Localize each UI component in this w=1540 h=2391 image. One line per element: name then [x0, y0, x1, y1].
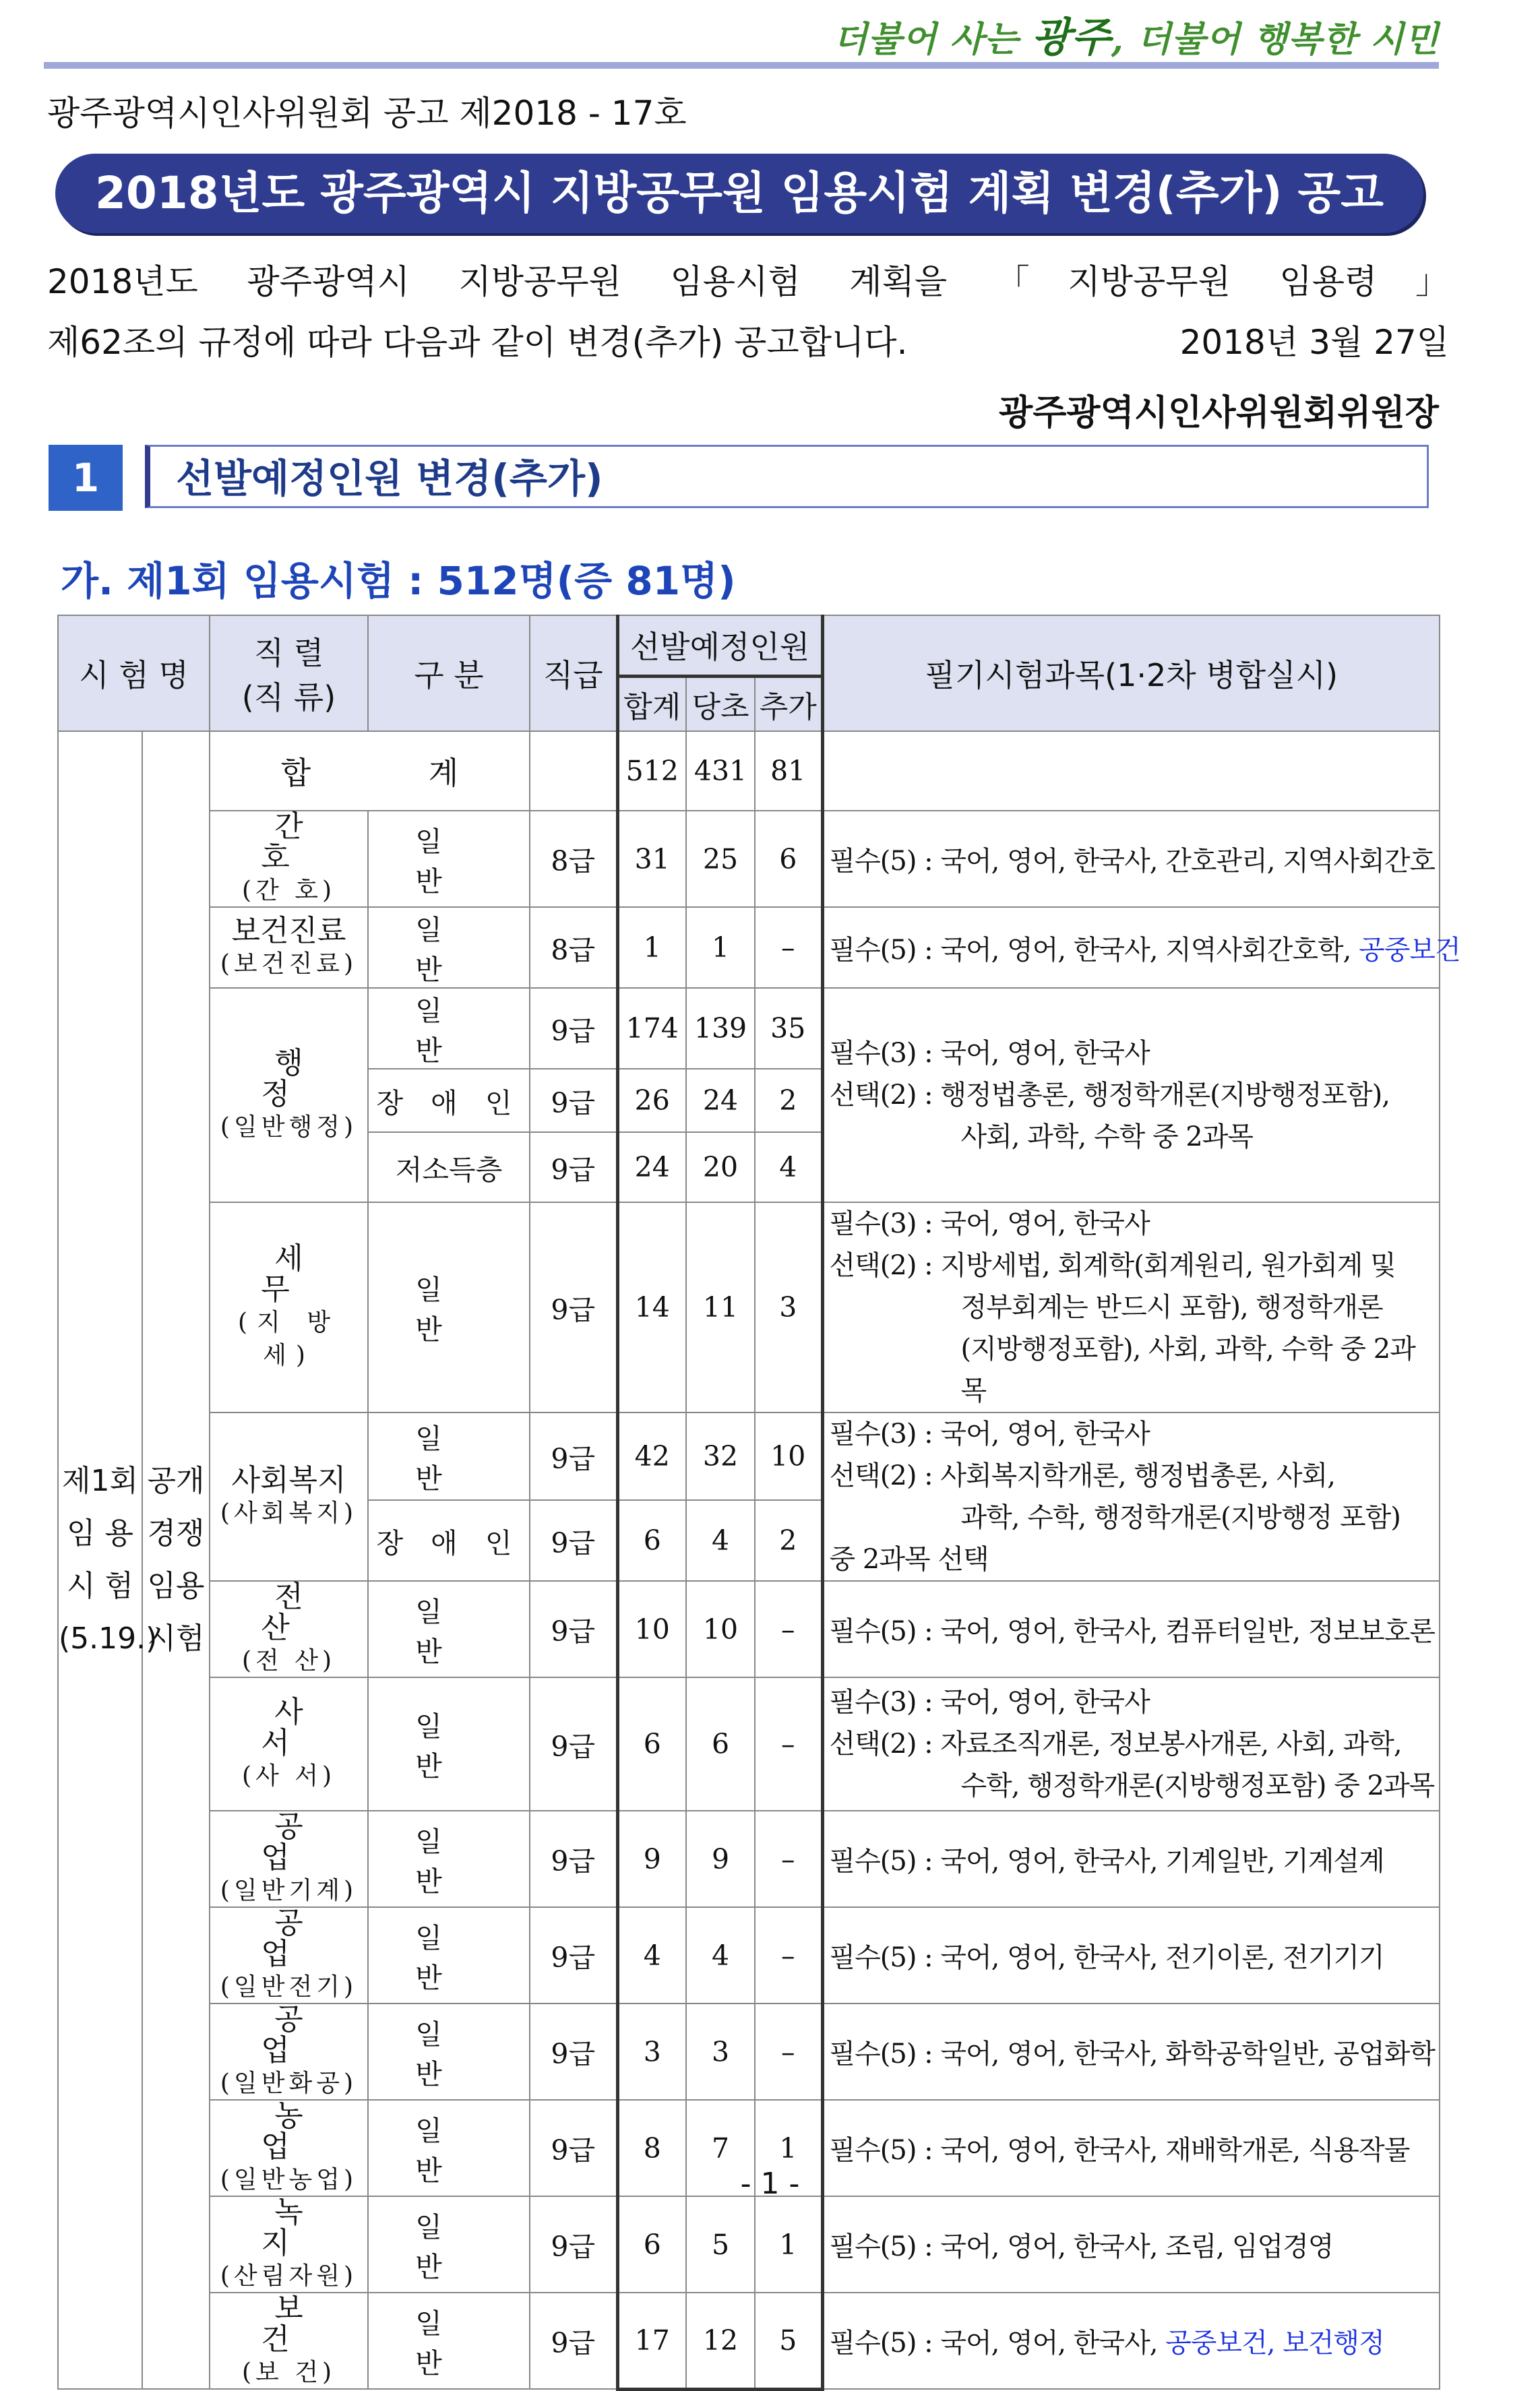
category-cell: 일 반	[368, 2196, 530, 2293]
grade-cell: 8급	[530, 907, 617, 988]
header-category: 구 분	[368, 615, 530, 731]
notice-number: 광주광역시인사위원회 공고 제2018 - 17호	[47, 94, 687, 133]
job-cell: 사회복지 (사회복지)	[210, 1412, 368, 1581]
subjects-cell: 필수(5) : 국어, 영어, 한국사, 지역사회간호학, 공중보건	[822, 907, 1440, 988]
category-cell: 일 반	[368, 1811, 530, 1907]
table-row	[58, 811, 1440, 907]
initial-cell: 10	[686, 1581, 755, 1677]
grade-cell: 9급	[530, 1811, 617, 1907]
category-cell: 일 반	[368, 1412, 530, 1500]
grade-cell: 9급	[530, 1132, 617, 1202]
table-row	[58, 1907, 1440, 2004]
grade-cell: 9급	[530, 1069, 617, 1132]
grade-cell: 9급	[530, 1677, 617, 1811]
job-cell: 농 업 (일반농업)	[210, 2100, 368, 2196]
category-cell: 일 반	[368, 2100, 530, 2196]
header-planned: 선발예정인원	[617, 615, 822, 676]
job-cell: 녹 지 (산림자원)	[210, 2196, 368, 2293]
total-cell: 14	[617, 1202, 686, 1412]
header-added: 추가	[755, 676, 822, 731]
added-cell: –	[755, 2004, 822, 2100]
sum-total: 512	[617, 731, 686, 811]
category-cell: 일 반	[368, 811, 530, 907]
subjects-cell: 필수(5) : 국어, 영어, 한국사, 재배학개론, 식용작물	[822, 2100, 1440, 2196]
added-cell: –	[755, 1811, 822, 1907]
initial-cell: 4	[686, 1500, 755, 1581]
page-number: - 1 -	[740, 2167, 800, 2201]
category-cell: 일 반	[368, 2004, 530, 2100]
initial-cell: 32	[686, 1412, 755, 1500]
total-cell: 6	[617, 2196, 686, 2293]
initial-cell: 3	[686, 2004, 755, 2100]
sum-grade	[530, 731, 617, 811]
header-rule	[44, 62, 1439, 69]
category-cell: 장 애 인	[368, 1069, 530, 1132]
grade-cell: 9급	[530, 2293, 617, 2389]
added-cell: –	[755, 907, 822, 988]
table-row	[58, 2004, 1440, 2100]
header-job: 직 렬 (직 류)	[210, 615, 368, 731]
subjects-cell: 필수(5) : 국어, 영어, 한국사, 조림, 임업경영	[822, 2196, 1440, 2293]
added-cell: –	[755, 1677, 822, 1811]
initial-cell: 7	[686, 2100, 755, 2196]
total-cell: 6	[617, 1500, 686, 1581]
grade-cell: 9급	[530, 1907, 617, 2004]
job-cell: 행 정 (일반행정)	[210, 988, 368, 1202]
added-cell: 10	[755, 1412, 822, 1500]
job-cell: 사 서 (사 서)	[210, 1677, 368, 1811]
grade-cell: 9급	[530, 2004, 617, 2100]
category-cell: 일 반	[368, 988, 530, 1069]
notice-date: 2018년 3월 27일	[1179, 323, 1449, 362]
added-cell: 1	[755, 2100, 822, 2196]
initial-cell: 24	[686, 1069, 755, 1132]
table-row	[58, 2293, 1440, 2389]
total-cell: 174	[617, 988, 686, 1069]
total-cell: 3	[617, 2004, 686, 2100]
added-cell: 4	[755, 1132, 822, 1202]
category-cell: 일 반	[368, 1677, 530, 1811]
added-cell: 6	[755, 811, 822, 907]
added-cell: 1	[755, 2196, 822, 2293]
added-cell: 2	[755, 1500, 822, 1581]
added-cell: 35	[755, 988, 822, 1069]
intro-line-1: 2018년도 광주광역시 지방공무원 임용시험 계획을 「지방공무원 임용령」	[47, 262, 1449, 301]
total-cell: 26	[617, 1069, 686, 1132]
initial-cell: 139	[686, 988, 755, 1069]
header-grade: 직급	[530, 615, 617, 731]
grade-cell: 9급	[530, 1500, 617, 1581]
grade-cell: 9급	[530, 1412, 617, 1500]
job-cell: 공 업 (일반기계)	[210, 1811, 368, 1907]
initial-cell: 12	[686, 2293, 755, 2389]
added-cell: 5	[755, 2293, 822, 2389]
added-cell: –	[755, 1581, 822, 1677]
sum-added: 81	[755, 731, 822, 811]
exam-round-cell: 제1회 임 용 시 험 (5.19.)	[58, 731, 142, 2389]
total-cell: 1	[617, 907, 686, 988]
subjects-cell: 필수(5) : 국어, 영어, 한국사, 전기이론, 전기기기	[822, 1907, 1440, 2004]
total-cell: 10	[617, 1581, 686, 1677]
job-cell: 보 건 (보 건)	[210, 2293, 368, 2389]
subjects-cell: 필수(5) : 국어, 영어, 한국사, 컴퓨터일반, 정보보호론	[822, 1581, 1440, 1677]
category-cell: 일 반	[368, 1581, 530, 1677]
table-row	[58, 907, 1440, 988]
initial-cell: 20	[686, 1132, 755, 1202]
total-cell: 24	[617, 1132, 686, 1202]
section-number: 1	[49, 445, 123, 511]
subjects-cell: 필수(3) : 국어, 영어, 한국사 선택(2) : 사회복지학개론, 행정법총론, 사회, 과학, 수학, 행정학개론(지방행정 포함) 중 2과목 선택	[822, 1412, 1440, 1581]
table-row	[58, 1811, 1440, 1907]
grade-cell: 9급	[530, 1581, 617, 1677]
total-cell: 6	[617, 1677, 686, 1811]
intro-line-2	[47, 315, 1449, 364]
total-cell: 31	[617, 811, 686, 907]
table-row	[58, 1581, 1440, 1677]
grade-cell: 8급	[530, 811, 617, 907]
category-cell: 일 반	[368, 1907, 530, 2004]
added-cell: 2	[755, 1069, 822, 1132]
total-cell: 8	[617, 2100, 686, 2196]
sum-initial: 431	[686, 731, 755, 811]
category-cell: 일 반	[368, 2293, 530, 2389]
sum-subjects	[822, 731, 1440, 811]
header-total: 합계	[617, 676, 686, 731]
subjects-cell: 필수(5) : 국어, 영어, 한국사, 화학공학일반, 공업화학	[822, 2004, 1440, 2100]
job-cell: 세 무 (지 방 세)	[210, 1202, 368, 1412]
grade-cell: 9급	[530, 2100, 617, 2196]
grade-cell: 9급	[530, 2196, 617, 2293]
added-cell: 3	[755, 1202, 822, 1412]
exam-type-cell: 공개 경쟁 임용 시험	[142, 731, 210, 2389]
table-row	[58, 1202, 1440, 1412]
category-cell: 저소득층	[368, 1132, 530, 1202]
initial-cell: 1	[686, 907, 755, 988]
subjects-cell: 필수(3) : 국어, 영어, 한국사 선택(2) : 행정법총론, 행정학개론(지방행정포함), 사회, 과학, 수학 중 2과목	[822, 988, 1440, 1202]
initial-cell: 6	[686, 1677, 755, 1811]
intro-text: 제62조의 규정에 따라 다음과 같이 변경(추가) 공고합니다.	[47, 323, 908, 362]
table-row	[58, 988, 1440, 1069]
job-cell: 전 산 (전 산)	[210, 1581, 368, 1677]
subjects-cell: 필수(5) : 국어, 영어, 한국사, 공중보건, 보건행정	[822, 2293, 1440, 2389]
header-exam: 시 험 명	[58, 615, 210, 731]
category-cell: 일 반	[368, 1202, 530, 1412]
subsection-title: 가. 제1회 임용시험 : 512명(증 81명)	[61, 558, 736, 604]
job-cell: 공 업 (일반화공)	[210, 2004, 368, 2100]
subjects-cell: 필수(3) : 국어, 영어, 한국사 선택(2) : 자료조직개론, 정보봉사개론, 사회, 과학, 수학, 행정학개론(지방행정포함) 중 2과목	[822, 1677, 1440, 1811]
table-row	[58, 1412, 1440, 1500]
grade-cell: 9급	[530, 988, 617, 1069]
signer: 광주광역시인사위원회위원장	[998, 393, 1439, 433]
job-cell: 간 호 (간 호)	[210, 811, 368, 907]
initial-cell: 25	[686, 811, 755, 907]
slogan-logo: 더불어 사는 광주, 더불어 행복한 시민	[833, 14, 1439, 61]
section-title: 선발예정인원 변경(추가)	[145, 445, 1429, 508]
document-title: 2018년도 광주광역시 지방공무원 임용시험 계획 변경(추가) 공고	[55, 154, 1423, 233]
initial-cell: 4	[686, 1907, 755, 2004]
total-cell: 42	[617, 1412, 686, 1500]
table-row	[58, 2196, 1440, 2293]
category-cell: 일 반	[368, 907, 530, 988]
subjects-cell: 필수(5) : 국어, 영어, 한국사, 기계일반, 기계설계	[822, 1811, 1440, 1907]
recruitment-table	[57, 615, 1460, 2391]
added-cell: –	[755, 1907, 822, 2004]
total-cell: 4	[617, 1907, 686, 2004]
total-cell: 17	[617, 2293, 686, 2389]
total-cell: 9	[617, 1811, 686, 1907]
header-subjects: 필기시험과목(1·2차 병합실시)	[822, 615, 1440, 731]
job-cell: 보건진료 (보건진료)	[210, 907, 368, 988]
initial-cell: 11	[686, 1202, 755, 1412]
header-initial: 당초	[686, 676, 755, 731]
table-row	[58, 1677, 1440, 1811]
initial-cell: 5	[686, 2196, 755, 2293]
grade-cell: 9급	[530, 1202, 617, 1412]
subjects-cell: 필수(5) : 국어, 영어, 한국사, 간호관리, 지역사회간호	[822, 811, 1440, 907]
category-cell: 장 애 인	[368, 1500, 530, 1581]
sum-label: 합 계	[210, 731, 530, 811]
job-cell: 공 업 (일반전기)	[210, 1907, 368, 2004]
subjects-cell: 필수(3) : 국어, 영어, 한국사 선택(2) : 지방세법, 회계학(회계원리, 원가회계 및 정부회계는 반드시 포함), 행정학개론 (지방행정포함), 사회, 과학, 수학 중 2과목	[822, 1202, 1440, 1412]
initial-cell: 9	[686, 1811, 755, 1907]
